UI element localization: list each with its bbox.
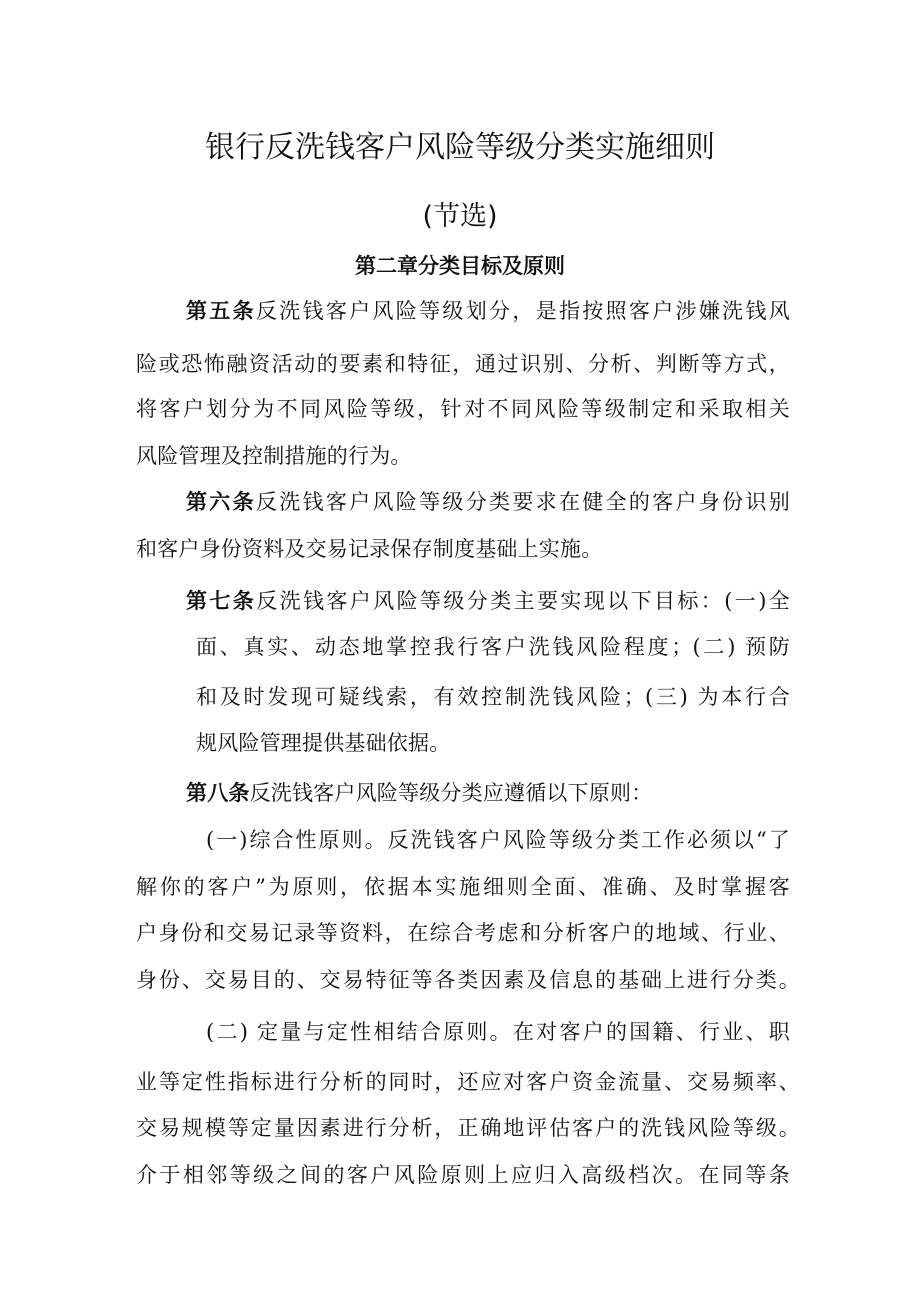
principle-1-line-4: 身份、交易目的、交易特征等各类因素及信息的基础上进行分类。: [136, 968, 800, 992]
article-7-label: 第七条: [186, 589, 257, 613]
article-6-label: 第六条: [186, 490, 256, 514]
principle-2-line-3: 交易规模等定量因素进行分析，正确地评估客户的洗钱风险等级。: [136, 1116, 800, 1140]
article-6-line-1: [186, 487, 790, 517]
article-5-line-1: [186, 296, 790, 326]
principle-2-line-4: 介于相邻等级之间的客户风险原则上应归入高级档次。在同等条: [136, 1163, 790, 1187]
article-7-text: 反洗钱客户风险等级分类主要实现以下目标：(一)全: [256, 589, 790, 613]
article-8-line-1: [186, 778, 790, 808]
article-6-text: 反洗钱客户风险等级分类要求在健全的客户身份识别: [255, 490, 790, 514]
article-5-line-2: 险或恐怖融资活动的要素和特征，通过识别、分析、判断等方式，: [136, 352, 790, 376]
principle-1-line-2: 解你的客户”为原则，依据本实施细则全面、准确、及时掌握客: [136, 875, 790, 899]
article-5-line-3: 将客户划分为不同风险等级，针对不同风险等级制定和采取相关: [136, 397, 790, 421]
article-6-line-2: 和客户身份资料及交易记录保存制度基础上实施。: [136, 537, 603, 561]
article-5-text: 反洗钱客户风险等级划分，是指按照客户涉嫌洗钱风: [255, 299, 790, 323]
article-5-line-4: 风险管理及控制措施的行为。: [136, 444, 412, 468]
chapter-heading: 第二章分类目标及原则: [355, 254, 565, 278]
principle-2-line-2: 业等定性指标进行分析的同时，还应对客户资金流量、交易频率、: [136, 1070, 800, 1094]
document-subtitle: (节选): [422, 201, 498, 232]
principle-2-line-1: (二) 定量与定性相结合原则。在对客户的国籍、行业、职: [206, 1020, 790, 1044]
article-8-label: 第八条: [186, 781, 250, 805]
document-title: 银行反洗钱客户风险等级分类实施细则: [205, 130, 715, 165]
principle-1-line-1: (一)综合性原则。反洗钱客户风险等级分类工作必须以“了: [206, 828, 790, 852]
article-7-line-2: 面、真实、动态地掌控我行客户洗钱风险程度；(二) 预防: [196, 635, 790, 659]
article-8-text: 反洗钱客户风险等级分类应遵循以下原则：: [249, 781, 653, 805]
article-7-line-1: [186, 586, 790, 616]
principle-1-line-3: 户身份和交易记录等资料，在综合考虑和分析客户的地域、行业、: [136, 921, 790, 945]
article-7-line-3: 和及时发现可疑线索，有效控制洗钱风险；(三) 为本行合: [196, 685, 790, 709]
article-5-label: 第五条: [186, 299, 256, 323]
article-7-line-4: 规风险管理提供基础依据。: [196, 731, 451, 755]
